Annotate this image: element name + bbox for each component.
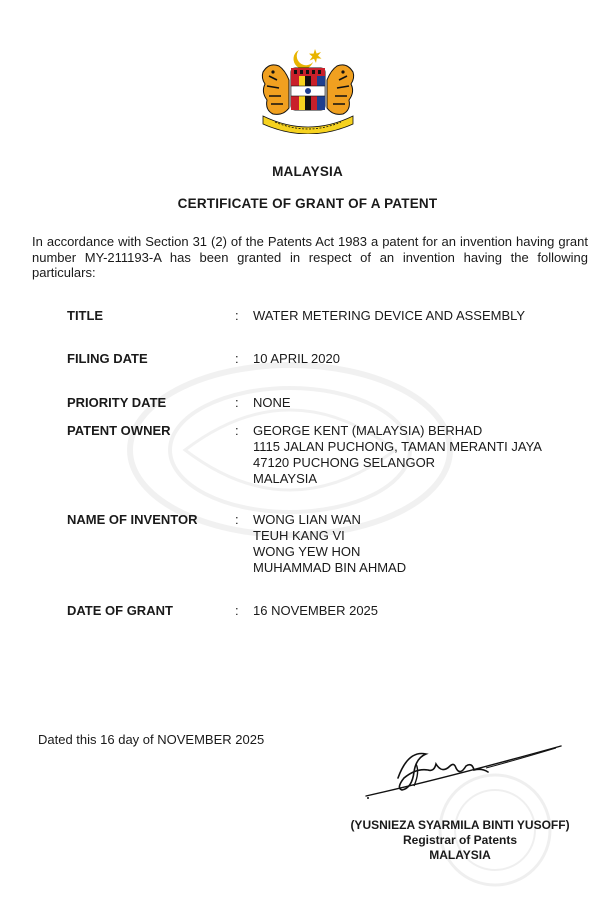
field-value: GEORGE KENT (MALAYSIA) BERHAD	[253, 423, 483, 438]
field-label: FILING DATE	[67, 351, 148, 366]
field-colon: :	[235, 603, 239, 618]
signature-block	[335, 818, 585, 863]
field-value: WATER METERING DEVICE AND ASSEMBLY	[253, 308, 526, 323]
field-values	[253, 351, 593, 367]
field-values	[253, 395, 593, 411]
field-value: MALAYSIA	[253, 471, 318, 486]
field-label: DATE OF GRANT	[67, 603, 173, 618]
signatory-country: MALAYSIA	[429, 848, 491, 862]
field-value: WONG LIAN WAN	[253, 512, 361, 527]
field-colon: :	[235, 308, 239, 323]
field-label: TITLE	[67, 308, 104, 323]
field-values	[253, 423, 593, 487]
field-values	[253, 603, 593, 619]
field-values	[253, 512, 593, 576]
field-colon: :	[235, 423, 239, 438]
field-value: 16 NOVEMBER 2025	[253, 603, 379, 618]
field-value: TEUH KANG VI	[253, 528, 345, 543]
intro-paragraph: In accordance with Section 31 (2) of the Patents Act 1983 a patent for an invention having grant number MY-211193-A has been granted in respect of an invention having the following particulars:	[32, 234, 588, 280]
signatory-role: Registrar of Patents	[402, 833, 518, 847]
field-colon: :	[235, 395, 239, 410]
field-value: WONG YEW HON	[253, 544, 361, 559]
field-label: NAME OF INVENTOR	[67, 512, 198, 527]
field-value: 10 APRIL 2020	[253, 351, 340, 366]
certificate-title: CERTIFICATE OF GRANT OF A PATENT	[177, 196, 438, 211]
signatory-name: (YUSNIEZA SYARMILA BINTI YUSOFF)	[350, 818, 570, 832]
field-value: MUHAMMAD BIN AHMAD	[253, 560, 407, 575]
field-colon: :	[235, 351, 239, 366]
coat-of-arms-icon	[255, 46, 361, 134]
field-label: PRIORITY DATE	[67, 395, 167, 410]
field-value: NONE	[253, 395, 291, 410]
country-heading: MALAYSIA	[272, 164, 343, 179]
field-values	[253, 308, 593, 324]
dated-line: Dated this 16 day of NOVEMBER 2025	[38, 732, 265, 747]
field-value: 1115 JALAN PUCHONG, TAMAN MERANTI JAYA	[253, 439, 542, 454]
field-colon: :	[235, 512, 239, 527]
field-label: PATENT OWNER	[67, 423, 171, 438]
field-value: 47120 PUCHONG SELANGOR	[253, 455, 436, 470]
signature-icon	[356, 738, 566, 808]
